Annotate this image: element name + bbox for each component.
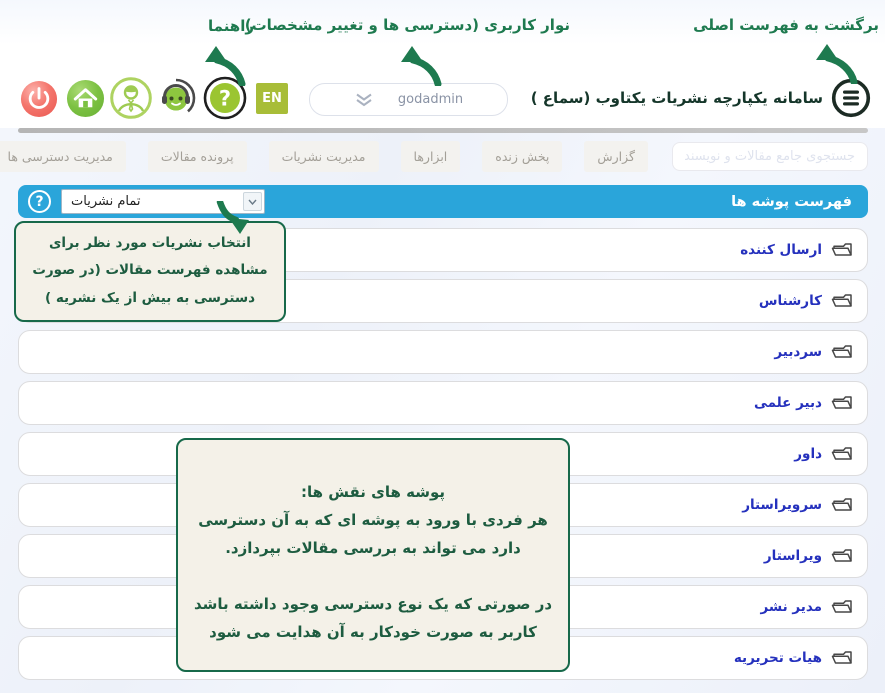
power-logout-icon[interactable] bbox=[20, 80, 58, 118]
annotation-help: راهنما bbox=[208, 17, 254, 35]
folder-label: هیات تحریریه bbox=[733, 650, 822, 666]
folder-label: سردبیر bbox=[774, 344, 822, 360]
note-role-line: در صورتی که یک نوع دسترسی وجود داشته باشد bbox=[193, 594, 553, 613]
header-separator bbox=[18, 128, 868, 133]
tab-access-management[interactable]: مدیریت دسترسی ها bbox=[0, 141, 126, 172]
profile-icon[interactable] bbox=[110, 77, 152, 119]
support-headset-icon[interactable] bbox=[154, 76, 198, 120]
arrow-up-icon bbox=[812, 44, 860, 84]
brand bbox=[531, 78, 871, 118]
folder-icon bbox=[831, 547, 853, 565]
note-role-line: دارد می تواند به بررسی مقالات بپردازد. bbox=[225, 539, 521, 558]
annotation-back-to-main: برگشت به فهرست اصلی bbox=[693, 16, 879, 34]
folder-icon bbox=[831, 343, 853, 361]
folder-icon bbox=[831, 496, 853, 514]
header bbox=[0, 0, 885, 128]
publication-select-value: تمام نشریات bbox=[71, 194, 141, 209]
tab-tools[interactable]: ابزارها bbox=[401, 141, 461, 172]
folder-row-scientific-editor[interactable] bbox=[18, 381, 868, 425]
annotation-user-bar: نوار کاربری (دسترسی ها و تغییر مشخصات) bbox=[244, 16, 570, 34]
folder-icon bbox=[831, 649, 853, 667]
note-role-line: هر فردی با ورود به پوشه ای که به آن دسترسی bbox=[198, 511, 548, 530]
folders-help-icon[interactable]: ? bbox=[28, 190, 51, 213]
svg-text:?: ? bbox=[218, 86, 232, 111]
home-icon[interactable] bbox=[66, 79, 105, 118]
note-role-folders bbox=[176, 438, 570, 672]
tab-article-files[interactable]: پرونده مقالات bbox=[148, 141, 247, 172]
folder-label: ارسال کننده bbox=[740, 242, 822, 258]
tab-report[interactable]: گزارش bbox=[584, 141, 648, 172]
language-en-button[interactable]: EN bbox=[256, 83, 288, 114]
app-title: سامانه یکپارچه نشریات یکتاوب (سماع ) bbox=[530, 89, 823, 107]
arrow-up-icon bbox=[398, 46, 444, 86]
folders-bar bbox=[18, 185, 868, 218]
folder-icon bbox=[831, 292, 853, 310]
folder-icon bbox=[831, 598, 853, 616]
note-role-line: کاربر به صورت خودکار به آن هدایت می شود bbox=[209, 622, 537, 641]
folder-label: سرویراستار bbox=[742, 497, 822, 513]
folder-label: دبیر علمی bbox=[753, 395, 822, 411]
folder-icon bbox=[831, 445, 853, 463]
search-input[interactable] bbox=[672, 142, 868, 171]
folder-label: داور bbox=[794, 446, 822, 462]
folder-icon bbox=[831, 394, 853, 412]
folder-icon bbox=[831, 241, 853, 259]
tab-publications-management[interactable]: مدیریت نشریات bbox=[269, 141, 379, 172]
folder-label: کارشناس bbox=[758, 293, 822, 309]
folder-label: ویراستار bbox=[763, 548, 822, 564]
note-publication-select: انتخاب نشریات مورد نظر برای مشاهده فهرست مقالات (در صورت دسترسی به بیش از یک نشریه ) bbox=[14, 221, 286, 322]
folder-label: مدیر نشر bbox=[760, 599, 822, 615]
note-role-title: پوشه های نقش ها: bbox=[301, 483, 445, 501]
arrow-down-icon bbox=[214, 201, 250, 235]
spacer bbox=[192, 563, 554, 590]
username-label: godadmin bbox=[397, 92, 464, 107]
top-navigation bbox=[7, 141, 868, 172]
chevron-double-down-icon bbox=[354, 93, 374, 107]
folders-bar-title: فهرست پوشه ها bbox=[731, 193, 852, 210]
tab-live-broadcast[interactable]: پخش زنده bbox=[482, 141, 562, 172]
menu-icon[interactable] bbox=[831, 78, 871, 118]
arrow-up-icon bbox=[202, 46, 248, 86]
user-dropdown[interactable] bbox=[309, 83, 508, 116]
folder-row-editor-in-chief[interactable] bbox=[18, 330, 868, 374]
